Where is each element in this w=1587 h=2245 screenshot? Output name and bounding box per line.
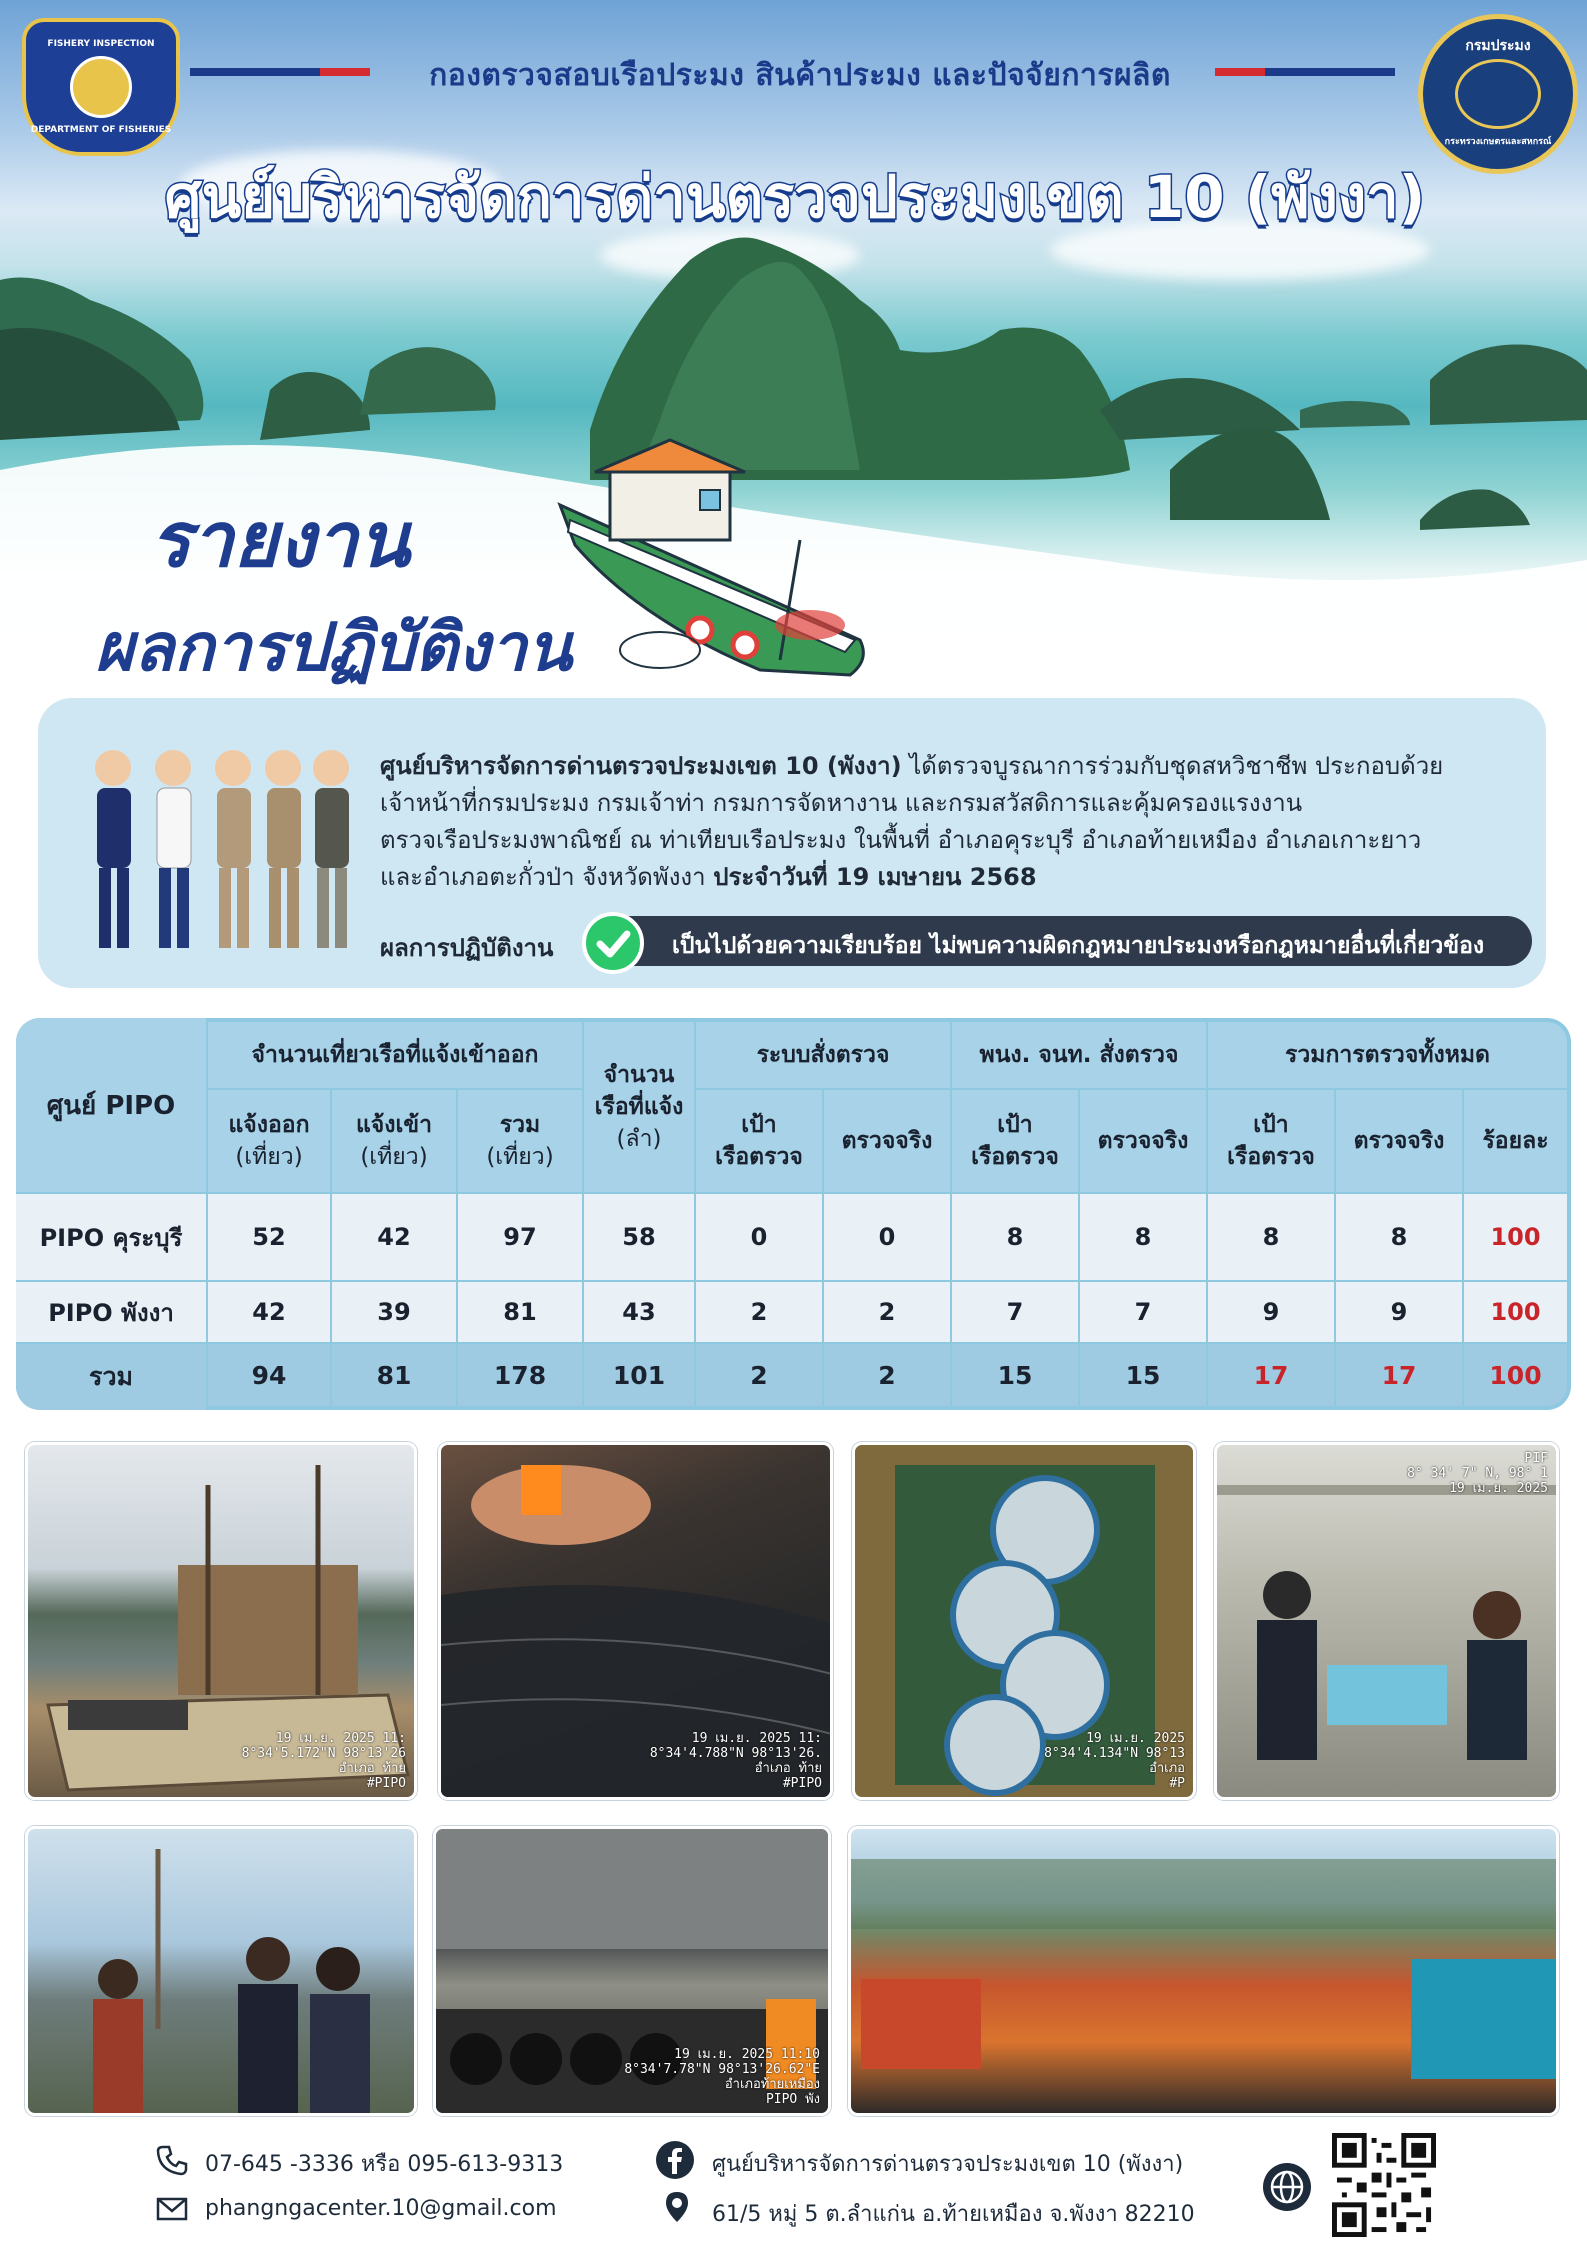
location-icon — [660, 2190, 694, 2224]
row-kuraburi-off-target: 8 — [952, 1194, 1078, 1280]
contact-email[interactable]: phangngacenter.10@gmail.com — [205, 2196, 557, 2221]
description-line-1: ได้ตรวจบูรณาการร่วมกับชุดสหวิชาชีพ ประกอบด้วย — [901, 752, 1444, 780]
inspection-table — [16, 1018, 1571, 1410]
row-kuraburi-tot-actual: 8 — [1336, 1194, 1462, 1280]
header-system-group: ระบบสั่งตรวจ — [696, 1022, 950, 1088]
result-label: ผลการปฏิบัติงาน — [380, 934, 554, 962]
header-total-target: เป้า เรือตรวจ — [1208, 1090, 1334, 1192]
description-line-3: ตรวจเรือประมงพาณิชย์ ณ ท่าเทียบเรือประมง ในพื้นที่ อำเภอคุระบุรี อำเภอท้ายเหมือง อำเภอเกาะยาว — [380, 826, 1422, 854]
facebook-icon — [655, 2140, 695, 2180]
row-kuraburi-sys-target: 0 — [696, 1194, 822, 1280]
header-center: ศูนย์ PIPO — [16, 1018, 206, 1192]
row-phangnga-name: PIPO พังงา — [16, 1282, 206, 1342]
header-percent: ร้อยละ — [1464, 1090, 1567, 1192]
header-stripe-left-blue — [190, 68, 320, 76]
row-phangnga-percent: 100 — [1464, 1282, 1567, 1342]
row-phangnga-tot-target: 9 — [1208, 1282, 1334, 1342]
row-phangnga-sys-actual: 2 — [824, 1282, 950, 1342]
photo-3-timestamp: 19 เม.ย. 2025 8°34'4.134"N 98°13 อำเภอ #P — [1044, 1731, 1185, 1791]
row-total-sys-actual: 2 — [824, 1344, 950, 1406]
photo-crew-lineup — [433, 1826, 831, 2116]
row-phangnga-boats: 43 — [584, 1282, 694, 1342]
photo-4-timestamp: PIF 8° 34' 7" N, 98° 1 19 เม.ย. 2025 — [1407, 1451, 1548, 1496]
report-date: ประจำวันที่ 19 เมษายน 2568 — [713, 863, 1037, 891]
description-line-4: และอำเภอตะกั่วป่า จังหวัดพังงา — [380, 863, 714, 891]
photo-document-check — [25, 1826, 417, 2116]
row-total-sys-target: 2 — [696, 1344, 822, 1406]
photo-2-timestamp: 19 เม.ย. 2025 11: 8°34'4.788"N 98°13'26. อำเภอ ท้าย #PIPO — [649, 1731, 822, 1791]
header-total-actual: ตรวจจริง — [1336, 1090, 1462, 1192]
row-phangnga-off-actual: 7 — [1080, 1282, 1206, 1342]
globe-icon[interactable] — [1262, 2162, 1312, 2212]
header-in: แจ้งเข้า (เที่ยว) — [332, 1090, 456, 1192]
row-total-out: 94 — [208, 1344, 330, 1406]
result-text: เป็นไปด้วยความเรียบร้อย ไม่พบความผิดกฎหมายประมงหรือกฎหมายอื่นที่เกี่ยวข้อง — [672, 933, 1485, 959]
contact-phone[interactable]: 07-645 -3336 หรือ 095-613-9313 — [205, 2152, 564, 2177]
header-stripe-right-blue — [1265, 68, 1395, 76]
department-title: กองตรวจสอบเรือประมง สินค้าประมง และปัจจัยการผลิต — [429, 58, 1171, 93]
row-total-boats: 101 — [584, 1344, 694, 1406]
qr-code[interactable] — [1332, 2133, 1436, 2237]
report-heading: รายงาน — [150, 495, 410, 584]
row-kuraburi-tot-target: 8 — [1208, 1194, 1334, 1280]
row-kuraburi-out: 52 — [208, 1194, 330, 1280]
photo-1-timestamp: 19 เม.ย. 2025 11: 8°34'5.172"N 98°13'26 อำเภอ ท้าย #PIPO — [241, 1731, 406, 1791]
fishery-inspection-logo: FISHERY INSPECTION DEPARTMENT OF FISHERIES — [22, 18, 180, 156]
row-kuraburi-name: PIPO คุระบุรี — [16, 1194, 206, 1280]
row-total-sum: 178 — [458, 1344, 582, 1406]
row-phangnga-sum: 81 — [458, 1282, 582, 1342]
header-system-target: เป้า เรือตรวจ — [696, 1090, 822, 1192]
center-title: ศูนย์บริหารจัดการด่านตรวจประมงเขต 10 (พังงา) — [164, 163, 1426, 231]
row-phangnga-sys-target: 2 — [696, 1282, 822, 1342]
header-out: แจ้งออก (เที่ยว) — [208, 1090, 330, 1192]
header-sum: รวม (เที่ยว) — [458, 1090, 582, 1192]
photo-6-timestamp: 19 เม.ย. 2025 11:10 8°34'7.78"N 98°13'26.62"E อำเภอท้ายเหมือง PIPO พัง — [624, 2047, 820, 2107]
row-kuraburi-sum: 97 — [458, 1194, 582, 1280]
photo-fish-baskets — [852, 1442, 1196, 1800]
row-total-percent: 100 — [1464, 1344, 1567, 1406]
row-kuraburi-sys-actual: 0 — [824, 1194, 950, 1280]
report-description — [380, 748, 1500, 896]
contact-address: 61/5 หมู่ 5 ต.ลำแก่น อ.ท้ายเหมือง จ.พังงา 82210 — [712, 2202, 1195, 2227]
header-stripe-right-red — [1215, 68, 1265, 76]
header-stripe-left-red — [320, 68, 370, 76]
photo-fishing-boat — [25, 1442, 417, 1800]
photo-inspection-team — [1214, 1442, 1559, 1800]
row-total-off-actual: 15 — [1080, 1344, 1206, 1406]
row-phangnga-in: 39 — [332, 1282, 456, 1342]
row-total-name: รวม — [16, 1344, 206, 1410]
photo-crew-life-jackets — [848, 1826, 1559, 2116]
row-kuraburi-in: 42 — [332, 1194, 456, 1280]
header-trips-group: จำนวนเที่ยวเรือที่แจ้งเข้าออก — [208, 1022, 582, 1088]
header-officer-group: พนง. จนท. สั่งตรวจ — [952, 1022, 1206, 1088]
center-name-bold: ศูนย์บริหารจัดการด่านตรวจประมงเขต 10 (พังงา) — [380, 752, 902, 780]
email-icon — [155, 2192, 189, 2226]
row-total-tot-actual: 17 — [1336, 1344, 1462, 1406]
header-officer-target: เป้า เรือตรวจ — [952, 1090, 1078, 1192]
header-officer-actual: ตรวจจริง — [1080, 1090, 1206, 1192]
row-phangnga-off-target: 7 — [952, 1282, 1078, 1342]
phone-icon — [155, 2143, 189, 2177]
department-of-fisheries-seal: กรมประมง กระทรวงเกษตรและสหกรณ์ — [1418, 14, 1578, 174]
description-line-2: เจ้าหน้าที่กรมประมง กรมเจ้าท่า กรมการจัดหางาน และกรมสวัสดิการและคุ้มครองแรงงาน — [380, 789, 1303, 817]
check-icon — [582, 912, 644, 974]
contact-facebook[interactable]: ศูนย์บริหารจัดการด่านตรวจประมงเขต 10 (พังงา) — [712, 2152, 1184, 2177]
officials-illustration — [85, 740, 355, 960]
row-kuraburi-percent: 100 — [1464, 1194, 1567, 1280]
header-boats: จำนวน เรือที่แจ้ง (ลำ) — [584, 1022, 694, 1192]
row-phangnga-out: 42 — [208, 1282, 330, 1342]
row-total-tot-target: 17 — [1208, 1344, 1334, 1406]
row-total-in: 81 — [332, 1344, 456, 1406]
hero-banner — [0, 0, 1587, 700]
row-kuraburi-off-actual: 8 — [1080, 1194, 1206, 1280]
header-system-actual: ตรวจจริง — [824, 1090, 950, 1192]
photo-fishing-net — [438, 1442, 833, 1800]
header-total-group: รวมการตรวจทั้งหมด — [1208, 1022, 1567, 1088]
report-subheading: ผลการปฏิบัติงาน — [95, 608, 572, 686]
row-kuraburi-boats: 58 — [584, 1194, 694, 1280]
row-total-off-target: 15 — [952, 1344, 1078, 1406]
row-phangnga-tot-actual: 9 — [1336, 1282, 1462, 1342]
